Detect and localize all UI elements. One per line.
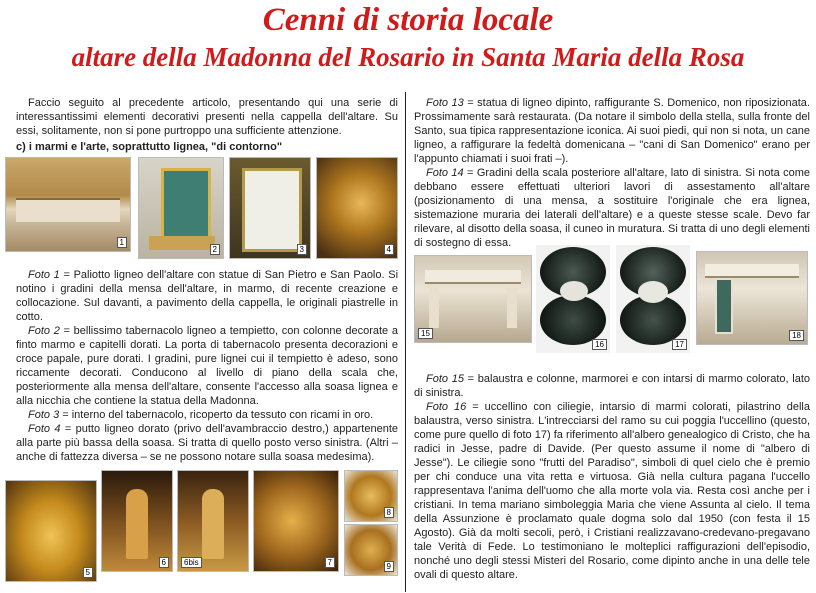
photo-9: [344, 524, 398, 576]
photo-number: 2: [210, 244, 220, 255]
photo-number: 9: [384, 561, 394, 572]
photo-number: 8: [384, 507, 394, 518]
photo-number: 18: [789, 330, 804, 341]
photo-number: 3: [297, 244, 307, 255]
photo-number: 4: [384, 244, 394, 255]
section-heading: c) i marmi e l'arte, soprattutto lignea, "di contorno": [16, 141, 283, 153]
photo-6: [101, 470, 173, 572]
photo-15: [414, 255, 532, 343]
page-subtitle: altare della Madonna del Rosario in Santa Maria della Rosa: [71, 42, 745, 72]
photo-number: 7: [325, 557, 335, 568]
caption-foto-14: Foto 14 = Gradini della scala posteriore all'altare, lato di sinistra. Si nota come debbano essere effettuati ulteriori lavori di assestamento all'altare (posizionamento di una mensa, a sostituire l'originale che era lignea, sistemazione muraria dei laterali dell'altare) e a queste stesse scale. Devo far rilevare, al disotto della soasa, il cuneo in muratura. Si tratta di uno degli elementi di sostegno di essa.: [414, 167, 810, 249]
photo-number: 16: [592, 339, 607, 350]
photo-17: [616, 245, 690, 353]
caption-foto-1: Foto 1 = Paliotto ligneo dell'altare con statue di San Pietro e San Paolo. Si notino i gradini della mensa dell'altare, in marmo, di recente creazione e collocazione. Sul davanti, a pavimento della cappella, le originali piastrelle in cotto.: [16, 269, 399, 323]
photo-18: [696, 251, 808, 345]
photo-number: 15: [418, 328, 433, 339]
column-divider: [405, 92, 406, 592]
right-captions-bottom: [414, 372, 810, 582]
photo-16: [536, 245, 610, 353]
photo-number: 6: [159, 557, 169, 568]
page-title: Cenni di storia locale: [262, 2, 554, 38]
photo-8: [344, 470, 398, 522]
photo-4: [316, 157, 398, 259]
photo-1: [5, 157, 131, 252]
caption-foto-15: Foto 15 = balaustra e colonne, marmorei e con intarsi di marmo colorato, lato di sinistra.: [414, 373, 810, 399]
photo-number: 1: [117, 237, 127, 248]
caption-foto-16: Foto 16 = uccellino con ciliegie, intarsio di marmi colorati, pilastrino della balaustra, verso sinistra. L'intrecciarsi del ramo su cui poggia l'uccellino (questo, come pure quello di foto 17) fa riferimento all'albero genealogico di Cristo, che ha radici in Jesse, padre di Davide. (Per questo assume il nome di "albero di Jesse"). Le ciliegie sono "frutti del Paradiso", simboli di quel cielo che è premio per chi conduce una vita retta e virtuosa. Già nella cultura pagana l'uccello rappresentava l'anima dell'uomo che alla morte vola via. Resta così anche per i cristiani. In tema mariano simboleggia Maria che viene Assunta al cielo. Il tema della Assunzione è proclamato quale dogma solo dal 1950 (con festa il 15 Agosto). Già da molti secoli, però, i Cristiani realizzavano-credevano-pregavano tale Verità di Fede. Lo testimoniano le molteplici raffigurazioni dell'episodio, nonché uno degli stessi Misteri del Rosario, come dipinto anche in una delle tele ovali di questo altare.: [414, 401, 810, 581]
caption-foto-3: Foto 3 = interno del tabernacolo, ricoperto da tessuto con ricami in oro.: [28, 409, 374, 421]
photo-6bis: [177, 470, 249, 572]
photo-2: [138, 157, 224, 259]
photo-7: [253, 470, 339, 572]
caption-foto-4: Foto 4 = putto ligneo dorato (privo dell'avambraccio destro,) appartenente alla parte più bassa della soasa. Si tratta di quello posto verso sinistra. (Altri – anche di fattezza diversa – se ne possono notare sulla soasa medesima).: [16, 423, 399, 463]
intro-text: Faccio seguito al precedente articolo, presentando qui una serie di interessantissimi elementi decorativi presenti nella cappella dell'altare. Su essi, solitamente, non si pone purtroppo una sufficiente attenzione.: [16, 97, 398, 137]
intro-block: [16, 96, 398, 154]
right-captions-top: [414, 96, 810, 250]
photo-5: [5, 480, 97, 582]
caption-foto-13: Foto 13 = statua di ligneo dipinto, raffigurante S. Domenico, non riposizionata. Prossimamente sarà restaurata. (Da notare il simbolo della stella, sulla fronte del Santo, sua tipica rappresentazione iconica. Ai suoi piedi, qui non si nota, un cane ligneo, a raffigurare la fedeltà domenicana – "cani di San Domenico" erano per l'appunto chiamati i suoi frati –).: [414, 97, 810, 165]
left-captions: [16, 268, 398, 464]
photo-number: 17: [672, 339, 687, 350]
caption-foto-2: Foto 2 = bellissimo tabernacolo ligneo a tempietto, con colonne decorate a finto marmo e capitelli dorati. La porta di tabernacolo presenta decorazioni e croce papale, pure dorati. I gradini, pure lignei cui il tempietto è adeso, sono riccamente decorati. Conducono al livello di piano della scala che, posteriormente alla mensa dell'altare, consente l'accesso alla soasa lignea e alla nicchia che contiene la statua della Madonna.: [16, 325, 398, 407]
photo-number: 6bis: [181, 557, 202, 568]
photo-number: 5: [83, 567, 93, 578]
photo-3: [229, 157, 311, 259]
